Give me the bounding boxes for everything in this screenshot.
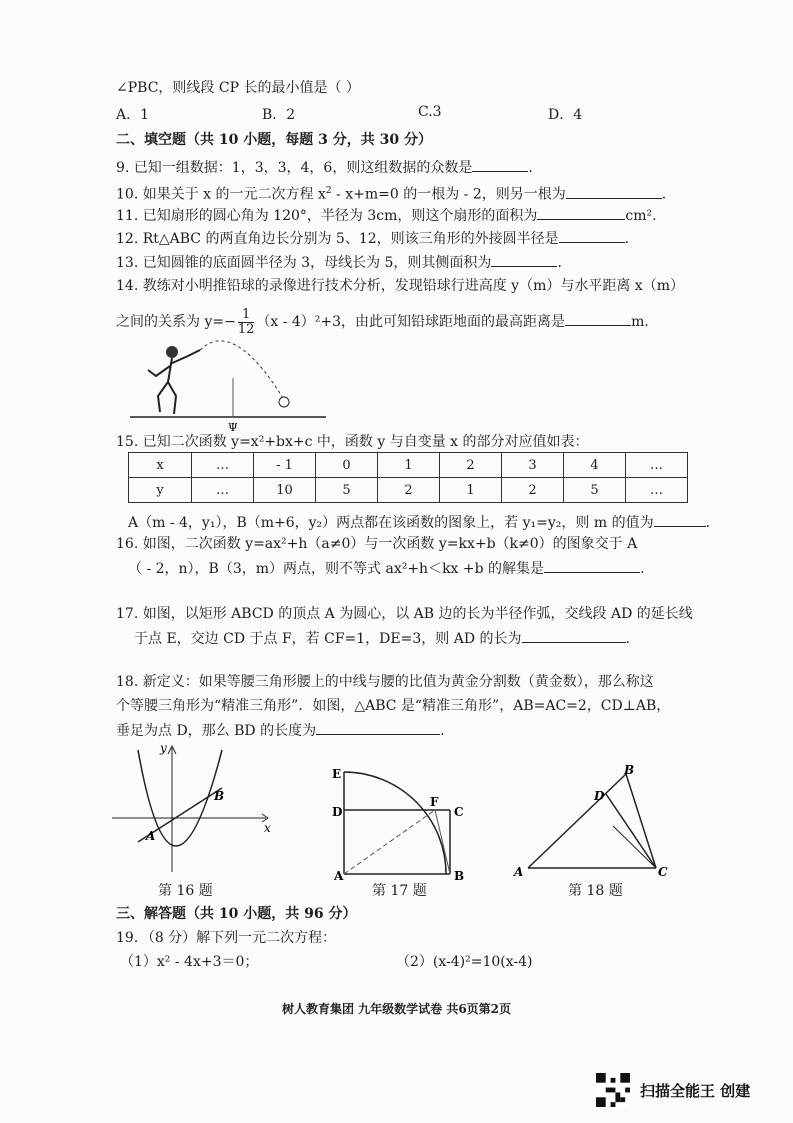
page-footer: 树人教育集团 九年级数学试卷 共6页第2页	[281, 1002, 512, 1016]
point-label-e: E	[332, 767, 342, 781]
figure-17	[330, 764, 470, 882]
table-cell: …	[192, 453, 254, 478]
table-cell: 1	[378, 453, 440, 478]
question-17-line2: 于点 E，交边 CD 于点 F，若 CF=1，DE=3，则 AD 的长为 .	[134, 628, 630, 649]
question-8-tail: ∠PBC，则线段 CP 长的最小值是（ ）	[116, 80, 360, 96]
qr-code-icon	[596, 1073, 630, 1107]
table-cell: 5	[564, 478, 626, 503]
table-cell: - 1	[254, 453, 316, 478]
table-cell: 2	[440, 453, 502, 478]
table-cell: y	[129, 478, 192, 503]
table-cell: x	[129, 453, 192, 478]
caption-17: 第 17 题	[372, 883, 427, 899]
question-16-line1: 16. 如图，二次函数 y=ax²+h（a≠0）与一次函数 y=kx+b（k≠0）的图象交于 A	[116, 536, 638, 552]
question-18-line1: 18. 新定义：如果等腰三角形腰上的中线与腰的比值为黄金分割数（黄金数），那么称这	[116, 674, 654, 690]
point-label-a: A	[334, 869, 344, 882]
table-row-x	[129, 453, 688, 478]
point-label-b: B	[624, 764, 635, 777]
scanner-watermark: 扫描全能王 创建	[640, 1082, 751, 1100]
table-cell: 10	[254, 478, 316, 503]
table-cell: 4	[564, 453, 626, 478]
question-15-after: A（m - 4，y₁），B（m+6，y₂）两点都在该函数的图象上，若 y₁=y₂，则 m 的值为 .	[128, 512, 710, 533]
table-row-y	[129, 478, 688, 503]
axis-label-x: x	[264, 821, 271, 835]
point-label-d: D	[594, 789, 605, 803]
question-19-part2: （2）(x-4)²=10(x-4)	[396, 954, 533, 970]
figure-marker: Ψ	[228, 421, 238, 432]
question-19-head: 19．（8 分）解下列一元二次方程：	[116, 930, 337, 946]
question-17-line1: 17. 如图，以矩形 ABCD 的顶点 A 为圆心，以 AB 边的长为半径作弧，交线段 AD 的延长线	[116, 606, 693, 622]
table-cell: 2	[378, 478, 440, 503]
table-cell: …	[626, 453, 688, 478]
question-9: 9. 已知一组数据：1，3，3，4，6，则这组数据的众数是 .	[116, 157, 533, 178]
caption-18: 第 18 题	[568, 883, 623, 899]
option-d: D．4	[548, 107, 583, 123]
question-14-line2: 之间的关系为 y=− $\frac{1}{12}$ （x - 4）²+3，由此可知铅球距地面的最高距离是 m.	[116, 306, 649, 337]
table-cell: …	[626, 478, 688, 503]
question-15: 15. 已知二次函数 y=x²+bx+c 中，函数 y 与自变量 x 的部分对应值如表：	[116, 434, 589, 450]
figure-18	[510, 764, 680, 882]
caption-16: 第 16 题	[158, 883, 213, 899]
table-cell: 5	[316, 478, 378, 503]
point-label-a: A	[146, 829, 156, 843]
figure-16	[110, 742, 275, 877]
value-table	[128, 452, 688, 503]
option-c: C.3	[418, 104, 442, 120]
question-18-line3: 垂足为点 D，那么 BD 的长度为 .	[116, 720, 445, 741]
question-12: 12. Rt△ABC 的两直角边长分别为 5、12，则该三角形的外接圆半径是 .	[116, 228, 629, 249]
question-16-line2: （ - 2，n），B（3，m）两点，则不等式 ax²+h＜kx +b 的解集是 .	[128, 558, 645, 579]
table-cell: 2	[502, 478, 564, 503]
axis-label-y: y	[160, 742, 167, 755]
section-2-title: 二、填空题（共 10 小题，每题 3 分，共 30 分）	[116, 132, 432, 148]
question-11: 11. 已知扇形的圆心角为 120°，半径为 3cm，则这个扇形的面积为 cm².	[116, 205, 657, 226]
point-label-b: B	[214, 789, 225, 803]
question-13: 13. 已知圆锥的底面圆半径为 3，母线长为 5，则其侧面积为 .	[116, 252, 562, 273]
option-a: A．1	[116, 107, 150, 123]
shot-put-figure	[128, 330, 328, 432]
option-b: B．2	[262, 107, 296, 123]
point-label-a: A	[514, 865, 524, 879]
question-10: 10. 如果关于 x 的一元二次方程 $x^2 - x+m=0$ 的一根为 - 2，则另一根为 .	[116, 181, 666, 205]
point-label-d: D	[332, 805, 343, 819]
fraction: $\frac{1}{12}$	[237, 306, 255, 337]
question-14-line1: 14. 教练对小明推铅球的录像进行技术分析，发现铅球行进高度 y（m）与水平距离 x（m）	[116, 278, 684, 294]
table-cell: 0	[316, 453, 378, 478]
point-label-c: C	[658, 865, 668, 879]
table-cell: 3	[502, 453, 564, 478]
point-label-f: F	[430, 795, 439, 809]
point-label-c: C	[454, 805, 464, 819]
table-cell: 1	[440, 478, 502, 503]
point-label-b: B	[454, 869, 465, 882]
table-cell: …	[192, 478, 254, 503]
section-3-title: 三、解答题（共 10 小题，共 96 分）	[116, 906, 357, 922]
question-19-part1: （1）x² - 4x+3＝0；	[120, 954, 259, 970]
question-18-line2: 个等腰三角形为“精准三角形”．如图，△ABC 是“精准三角形”，AB=AC=2，CD⊥AB，	[116, 698, 671, 714]
